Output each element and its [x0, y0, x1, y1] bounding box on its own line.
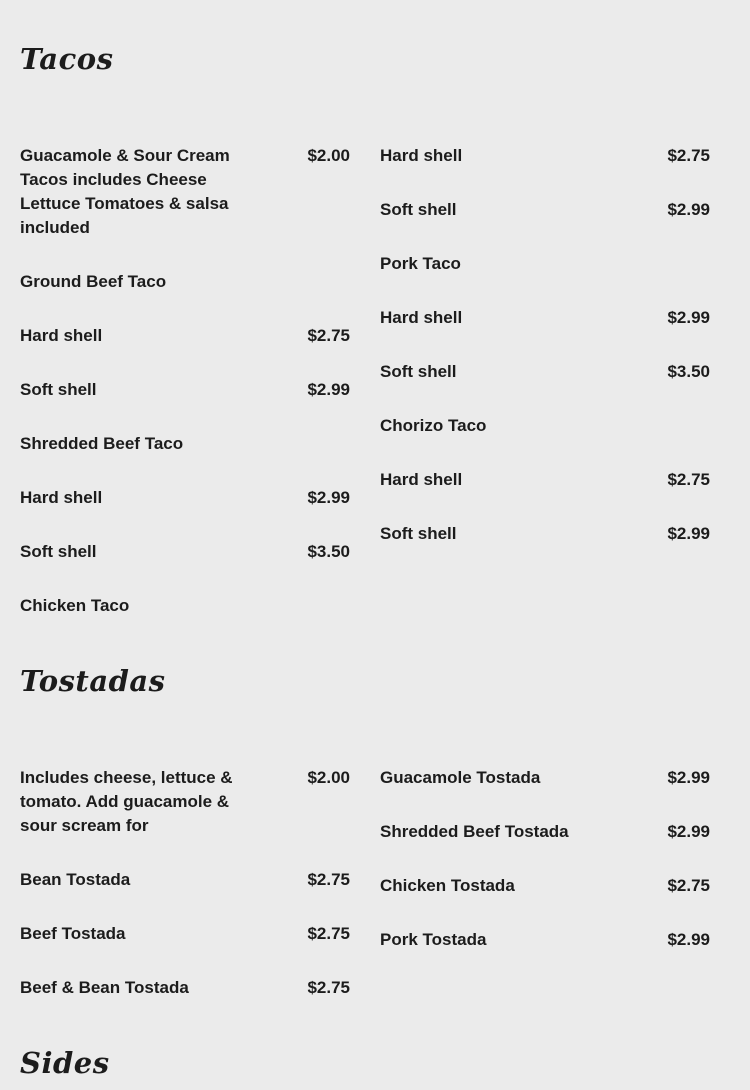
- section-tostadas: [20, 664, 710, 1030]
- item-price: $2.99: [667, 822, 710, 841]
- menu-item: [20, 486, 350, 510]
- item-price: $2.99: [307, 488, 350, 507]
- menu-item: [380, 928, 710, 952]
- item-price: $2.75: [307, 326, 350, 345]
- item-price: $2.75: [667, 876, 710, 895]
- menu-item: [20, 594, 350, 618]
- menu-item: [20, 540, 350, 564]
- menu-item: [20, 324, 350, 348]
- item-name: Hard shell: [380, 146, 463, 165]
- menu-item: [20, 270, 350, 294]
- menu-item: [20, 144, 350, 240]
- item-name: Ground Beef Taco: [20, 272, 167, 291]
- menu-item: [380, 360, 710, 384]
- item-name: Beef Tostada: [20, 924, 126, 943]
- item-name: Hard shell: [20, 326, 103, 345]
- item-name: Hard shell: [380, 308, 463, 327]
- menu-item: [380, 874, 710, 898]
- item-name: Includes cheese, lettuce & tomato. Add guacamole & sour scream for: [20, 768, 233, 835]
- item-price: $2.99: [667, 930, 710, 949]
- item-name: Shredded Beef Taco: [20, 434, 184, 453]
- item-name: Chicken Taco: [20, 596, 130, 615]
- item-price: $2.00: [307, 146, 350, 165]
- menu-item: [20, 922, 350, 946]
- tostadas-column-right: [380, 766, 710, 982]
- item-name: Hard shell: [20, 488, 103, 507]
- menu-item: [380, 468, 710, 492]
- menu-item: [380, 306, 710, 330]
- item-name: Chorizo Taco: [380, 416, 487, 435]
- section-title-tacos: Tacos: [20, 42, 114, 76]
- tostadas-column-left: [20, 766, 350, 1030]
- menu-item: [380, 820, 710, 844]
- item-price: $2.99: [667, 308, 710, 327]
- menu-item: [20, 868, 350, 892]
- menu-item: [380, 414, 710, 438]
- item-price: $2.99: [667, 768, 710, 787]
- item-name: Shredded Beef Tostada: [380, 822, 569, 841]
- menu-item: [380, 198, 710, 222]
- menu-item: [20, 976, 350, 1000]
- item-name: Beef & Bean Tostada: [20, 978, 189, 997]
- section-title-tostadas: Tostadas: [20, 664, 166, 698]
- item-price: $2.75: [307, 870, 350, 889]
- item-name: Bean Tostada: [20, 870, 131, 889]
- tacos-column-right: [380, 144, 710, 576]
- item-name: Guacamole Tostada: [380, 768, 541, 787]
- item-name: Soft shell: [20, 542, 97, 561]
- item-name: Pork Taco: [380, 254, 461, 273]
- section-items-tostadas: [20, 766, 710, 1030]
- item-price: $2.75: [667, 470, 710, 489]
- menu-item: [20, 766, 350, 838]
- item-name: Hard shell: [380, 470, 463, 489]
- menu-item: [380, 144, 710, 168]
- menu-item: [380, 766, 710, 790]
- item-name: Soft shell: [380, 362, 457, 381]
- item-name: Pork Tostada: [380, 930, 487, 949]
- item-price: $3.50: [667, 362, 710, 381]
- item-price: $2.99: [307, 380, 350, 399]
- item-name: Soft shell: [380, 200, 457, 219]
- item-price: $2.99: [667, 200, 710, 219]
- menu-item: [380, 522, 710, 546]
- item-price: $2.75: [667, 146, 710, 165]
- section-title-sides: Sides: [20, 1046, 110, 1080]
- section-items-tacos: [20, 144, 710, 648]
- menu-item: [20, 432, 350, 456]
- tacos-column-left: [20, 144, 350, 648]
- item-price: $2.00: [307, 768, 350, 787]
- menu-item: [20, 378, 350, 402]
- menu-item: [380, 252, 710, 276]
- item-name: Soft shell: [380, 524, 457, 543]
- section-tacos: [20, 42, 710, 648]
- section-sides: [20, 1046, 710, 1080]
- item-name: Guacamole & Sour Cream Tacos includes Cheese Lettuce Tomatoes & salsa included: [20, 146, 230, 237]
- item-name: Soft shell: [20, 380, 97, 399]
- item-name: Chicken Tostada: [380, 876, 515, 895]
- item-price: $2.99: [667, 524, 710, 543]
- item-price: $3.50: [307, 542, 350, 561]
- item-price: $2.75: [307, 978, 350, 997]
- item-price: $2.75: [307, 924, 350, 943]
